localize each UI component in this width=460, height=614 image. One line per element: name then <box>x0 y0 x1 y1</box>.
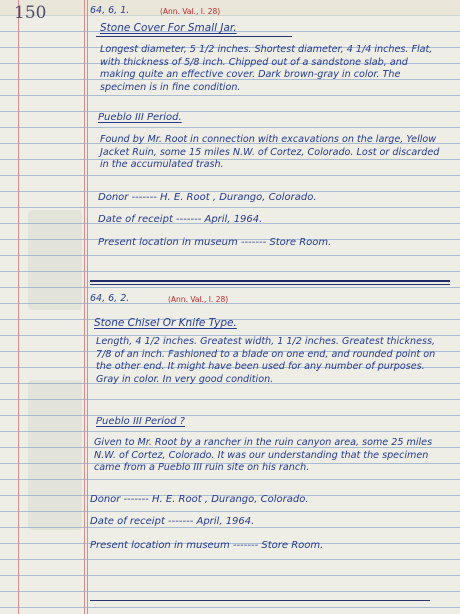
entry-date-of-receipt: Date of receipt ------- April, 1964. <box>90 516 255 527</box>
entry-separator <box>90 280 450 282</box>
entry-donor: Donor ------- H. E. Root , Durango, Colorado. <box>98 192 317 203</box>
margin-line-red <box>84 0 85 614</box>
catalog-reference: (Ann. Val., I. 28) <box>168 295 229 304</box>
catalog-number: 64, 6, 1. <box>90 5 130 16</box>
entry-date-of-receipt: Date of receipt ------- April, 1964. <box>98 214 263 225</box>
page-header-band <box>0 0 460 16</box>
catalog-number: 64, 6, 2. <box>90 293 130 304</box>
bottom-rule <box>90 600 430 601</box>
catalog-reference: (Ann. Val., I. 28) <box>160 7 221 16</box>
title-underline <box>96 36 292 37</box>
margin-line-left <box>18 0 19 614</box>
entry-title: Stone Chisel Or Knife Type. <box>94 317 237 329</box>
page-number: 150 <box>14 3 47 23</box>
margin-line-red-2 <box>87 0 88 614</box>
entry-location: Present location in museum ------- Store Room. <box>90 540 324 551</box>
paper-stain <box>28 210 82 310</box>
entry-description: Length, 4 1/2 inches. Greatest width, 1 1/2 inches. Greatest thickness, 7/8 of an inch. Fashioned to a blade on one end, and rounded point on the other end. It might have been used for any number of purposes. Gray in color. In very good condition. <box>96 336 436 385</box>
entry-location: Present location in museum ------- Store Room. <box>98 237 332 248</box>
paper-stain <box>28 380 82 530</box>
entry-donor: Donor ------- H. E. Root , Durango, Colorado. <box>90 494 309 505</box>
entry-provenance: Found by Mr. Root in connection with excavations on the large, Yellow Jacket Ruin, some 15 miles N.W. of Cortez, Colorado. Lost or discarded in the accumulated trash. <box>100 134 440 171</box>
entry-description: Longest diameter, 5 1/2 inches. Shortest diameter, 4 1/4 inches. Flat, with thickness of 5/8 inch. Chipped out of a sandstone slab, and making quite an effective cover. Dark brown-gray in color. The specimen is in fine condition. <box>100 44 433 93</box>
entry-provenance: Given to Mr. Root by a rancher in the ruin canyon area, some 25 miles N.W. of Cortez, Colorado. It was our understanding that the specimen came from a Pueblo III ruin site on his ranch. <box>94 437 433 474</box>
entry-period: Pueblo III Period ? <box>96 416 185 427</box>
entry-separator-thin <box>90 284 450 285</box>
entry-period: Pueblo III Period. <box>98 112 182 123</box>
entry-title: Stone Cover For Small Jar. <box>100 22 237 34</box>
